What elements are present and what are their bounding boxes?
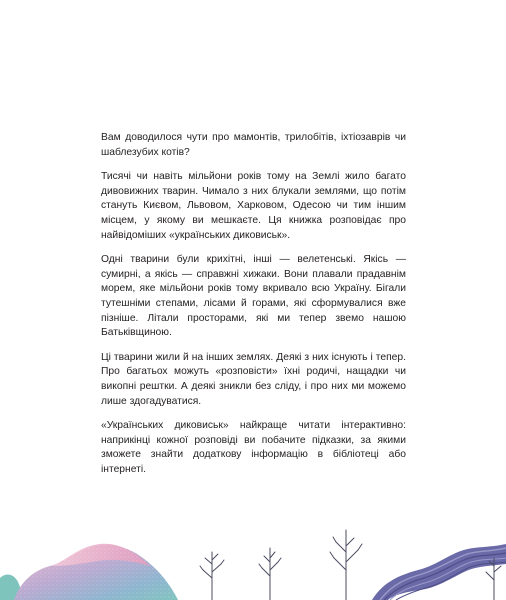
branch-right [330,530,362,600]
branch-centre [259,548,281,600]
paragraph-1: Вам доводилося чути про мамонтів, трилобітів, іхтіозаврів чи шаблезубих котів? [101,132,406,158]
bottom-illustration [0,500,506,600]
paragraph-5: «Українських диковиськ» найкраще читати інтерактивно: наприкінці кожної розповіді ви побачите підказки, за якими зможете знайти додаткову інформацію в бібліотеці або інтернеті. [101,420,406,475]
paragraph-4: Ці тварини жили й на інших землях. Деякі з них існують і тепер. Про багатьох можуть «розповісти» їхні родичі, нащадки чи викопні рештки. А деякі зникли без сліду, і про них ми можемо лише здогадуватися. [101,351,406,407]
branch-left [200,552,224,600]
paragraph-3: Одні тварини були крихітні, інші — велетенські. Якісь — сумирні, а якісь — справжні хижаки. Вони плавали прадавнім морем, яке мільйони років тому вкривало всю Україну. Бігали тутешніми степами, лісами й горами, які сформувалися вже пізніше. Літали просторами, які ми тепер звемо нашою Батьківщиною. [101,254,406,339]
intro-text [101,131,406,487]
paragraph-2: Тисячі чи навіть мільйони років тому на Землі жило багато дивовижних тварин. Чимало з них блукали землями, що потім стануть Києвом, Львовом, Харковом, Одесою чи тим іншим місцем, у якому ви мешкаєте. Ця книжка розповідає про найвідоміших «українських диковиськ». [101,171,406,241]
